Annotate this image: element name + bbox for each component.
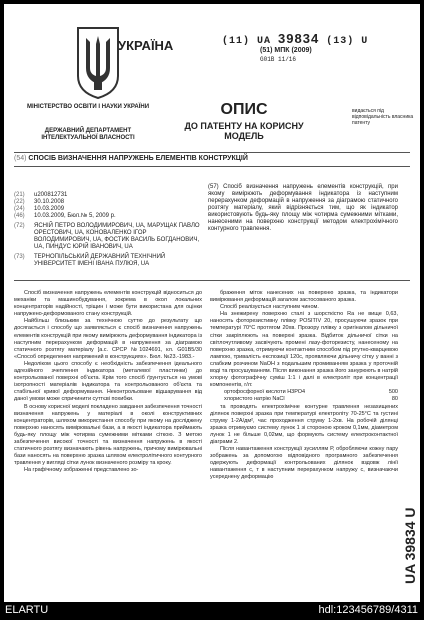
claim-text: (57) Спосіб визначення напружень елементів конструкцій, при якому вимірюють деформування індикатора із наступним перерахунком деформацій в напруження за діаграмою статичного розтягу матеріалу, який відрізняється тим, що як індикатор використовують будь-яку площу між чотирма сумежними мітками, нанесеними на поверхню конструкції методом електрохімічного контурного травлення. [208, 184, 398, 232]
patent-page [4, 4, 420, 602]
footer-source: ELARTU [5, 604, 49, 616]
ipc-code: G01B 11/16 [260, 56, 297, 63]
paragraph: Після навантаження конструкції зусиллям Р, обробляючи кожну пару зображень за допомогою відповідного програмного забезпечення одержують деформації контрольованих ділянок вздовж лінії навантаження с, т в наступним перерахунком напружу с, визначаючи усереднену деформацію [210, 446, 398, 481]
paragraph: В основу корисної моделі покладено завдання забезпечення точності визначення напружень у матеріалі в околі конструктивних концентраторів, шляхом використання способу при якому на досліджену поверхню наносять вимірювальні бази, а в якості індикатора приймають будь-яку площу між чотирма сумежними мітками сіткою. З метою забезпечення високої точності та визначення напружень в якості статичного розтягу визначають рівень напружень, причому вимірювальні бази наносять на поверхню зразка шляхом електролітичного контурного травлення у вигляді сітки лунок визначеного розміру та кроку. [14, 403, 202, 467]
vertical-patent-id: UA 39834 U [402, 507, 418, 584]
meta-row: (24) 10.03.2009 [14, 206, 65, 212]
ministry-name: МІНІСТЕРСТВО ОСВІТИ І НАУКИ УКРАЇНИ [26, 104, 150, 110]
patent-prefix: (11) UA [222, 36, 272, 47]
invention-title-text: СПОСІБ ВИЗНАЧЕННЯ НАПРУЖЕНЬ ЕЛЕМЕНТІВ КОНСТРУКЦІЙ [28, 155, 248, 162]
invention-title-number: (54) [14, 155, 27, 162]
paragraph: Недоліком цього способу є необхідність забезпечення ідеального адгезійного зчеплення індикатора (металевої пластинки) до контрольованої поверхні об'єкта. Крім того спосіб ґрунтується на умові ізотропності матеріалів індикатора та контрольованого об'єкта та стабільної кривої деформування. Неконтрольоване відшарування від даної умови може спричинити суттєві похибки. [14, 360, 202, 403]
trident-emblem [72, 24, 124, 100]
formula-row: хлористого натрію NaCl 80 [224, 396, 398, 403]
paragraph: та проводять електрохімічне контурне травлення незахищених ділянок поверхні зразка при температурі електроліту 70-25°С та густині струму 1-2А/дм², час проходження струму 1-2хв. На робочій ділянці зразка отримуємо систему лунок 1 зі стороною кроком 0,1мм, діаметром лунок 1 не більше 0,02мм, що формують систему електроконтактної діаграми 2. [210, 403, 398, 445]
document-title: ОПИС [220, 101, 268, 118]
department-name: ДЕРЖАВНИЙ ДЕПАРТАМЕНТ ІНТЕЛЕКТУАЛЬНОЇ ВЛАСНОСТІ [41, 128, 135, 141]
paragraph: Спосіб реалізується наступним чином. [220, 304, 319, 311]
description-right-column [210, 290, 398, 482]
meta-row: (46) 10.03.2009, Бюл.№ 5, 2009 р. [14, 213, 116, 219]
invention-title [14, 155, 248, 162]
ipc-label: (51) МПК (2009) [260, 47, 312, 54]
paragraph: Спосіб визначення напружень елементів конструкцій відноситься до механіки та машинобудування, зокрема в окол локальних концентраторів надійності, тріщин і може бути використана для оцінки напружено-деформованого стану конструкцій. [14, 290, 202, 318]
description-left-column [14, 290, 202, 474]
paragraph: На знежирену поверхню сталі з шорсткістю Ra не вище 0,63, наносять фоторезистивну плівку POSITIV 20, просушуючи зразок при температурі 70°С протягом 20хв. Прозору плівку з оригіналом дільничої сітки закріплюють на поверхні зразка. Відбиток дільничої сітки на світлочутливому засвічують промені лазу-фоторезисту, нанесеному на поверхню зразка, отримуючи контактним способом під ртутно-кварцевою лампою, тривалість експозиції 120с, проявляючи дільничу сітку у ванні з слабким розчином NaOH з подальшим промиванням зразка у проточній воді та просушуванням. Після виконання зразка його занурюють в натрій хлорну фотографічну суміш 1:1 і далі в електроліт при концентрації компонентів, г/л: [210, 311, 398, 389]
patent-kind: (13) U [326, 36, 369, 47]
bibliographic-data [14, 192, 204, 268]
paragraph: Найбільш близьким за технічною суттю до результату що досягається і способу що заявляється є спосіб визначення напружень елементів конструкцій при якому вимірюють деформування індикатора із наступним перерахунком деформацій в напруження за діаграмою статичного розтягу матеріалу [а.с. СРСР №1024691, кл. G01B5/30 «Способ определения напряжений в конструкциях». Бюл. №23.-1983.- [14, 318, 202, 360]
paragraph: На графічному зображенні представлено зо- [24, 467, 139, 474]
meta-row: (73) ТЕРНОПІЛЬСЬКИЙ ДЕРЖАВНИЙ ТЕХНІЧНИЙ УНІВЕРСИТЕТ ІМЕНІ ІВАНА ПУЛЮЯ, UA [14, 254, 166, 267]
patent-number-line [222, 31, 368, 47]
divider [14, 166, 410, 167]
footer-handle: hdl:123456789/4311 [318, 604, 418, 616]
footer-bar [0, 602, 424, 620]
formula-row: ортофосфорної кислоти Н3РО4 500 [224, 389, 398, 396]
paragraph: браження міток нанесених на поверхню зразка, та індикатори вимірювання деформацій загалом застосованого зразка. [210, 290, 398, 304]
meta-row: (72) ЯСНІЙ ПЕТРО ВОЛОДИМИРОВИЧ, UA, МАРУЩАК ПАВЛО ОРЕСТОВИЧ, UA, КОНОВАЛЕНКО ІГОР ВОЛОДИМИРОВИЧ, UA, ФОСТИК ВАСИЛЬ БОГДАНОВИЧ, UA, ПИНДУС ЮРІЙ ІВАНОВИЧ, UA [14, 223, 200, 250]
patent-number: 39834 [278, 31, 320, 46]
meta-row: (21) u200812731 [14, 192, 68, 198]
side-note: видається під відповідальність власника патенту [352, 108, 414, 126]
document-subtitle: ДО ПАТЕНТУ НА КОРИСНУ МОДЕЛЬ [184, 121, 304, 141]
country-name: УКРАЇНА [118, 38, 174, 53]
divider [14, 152, 410, 153]
meta-row: (22) 30.10.2008 [14, 199, 65, 205]
divider [14, 280, 410, 281]
